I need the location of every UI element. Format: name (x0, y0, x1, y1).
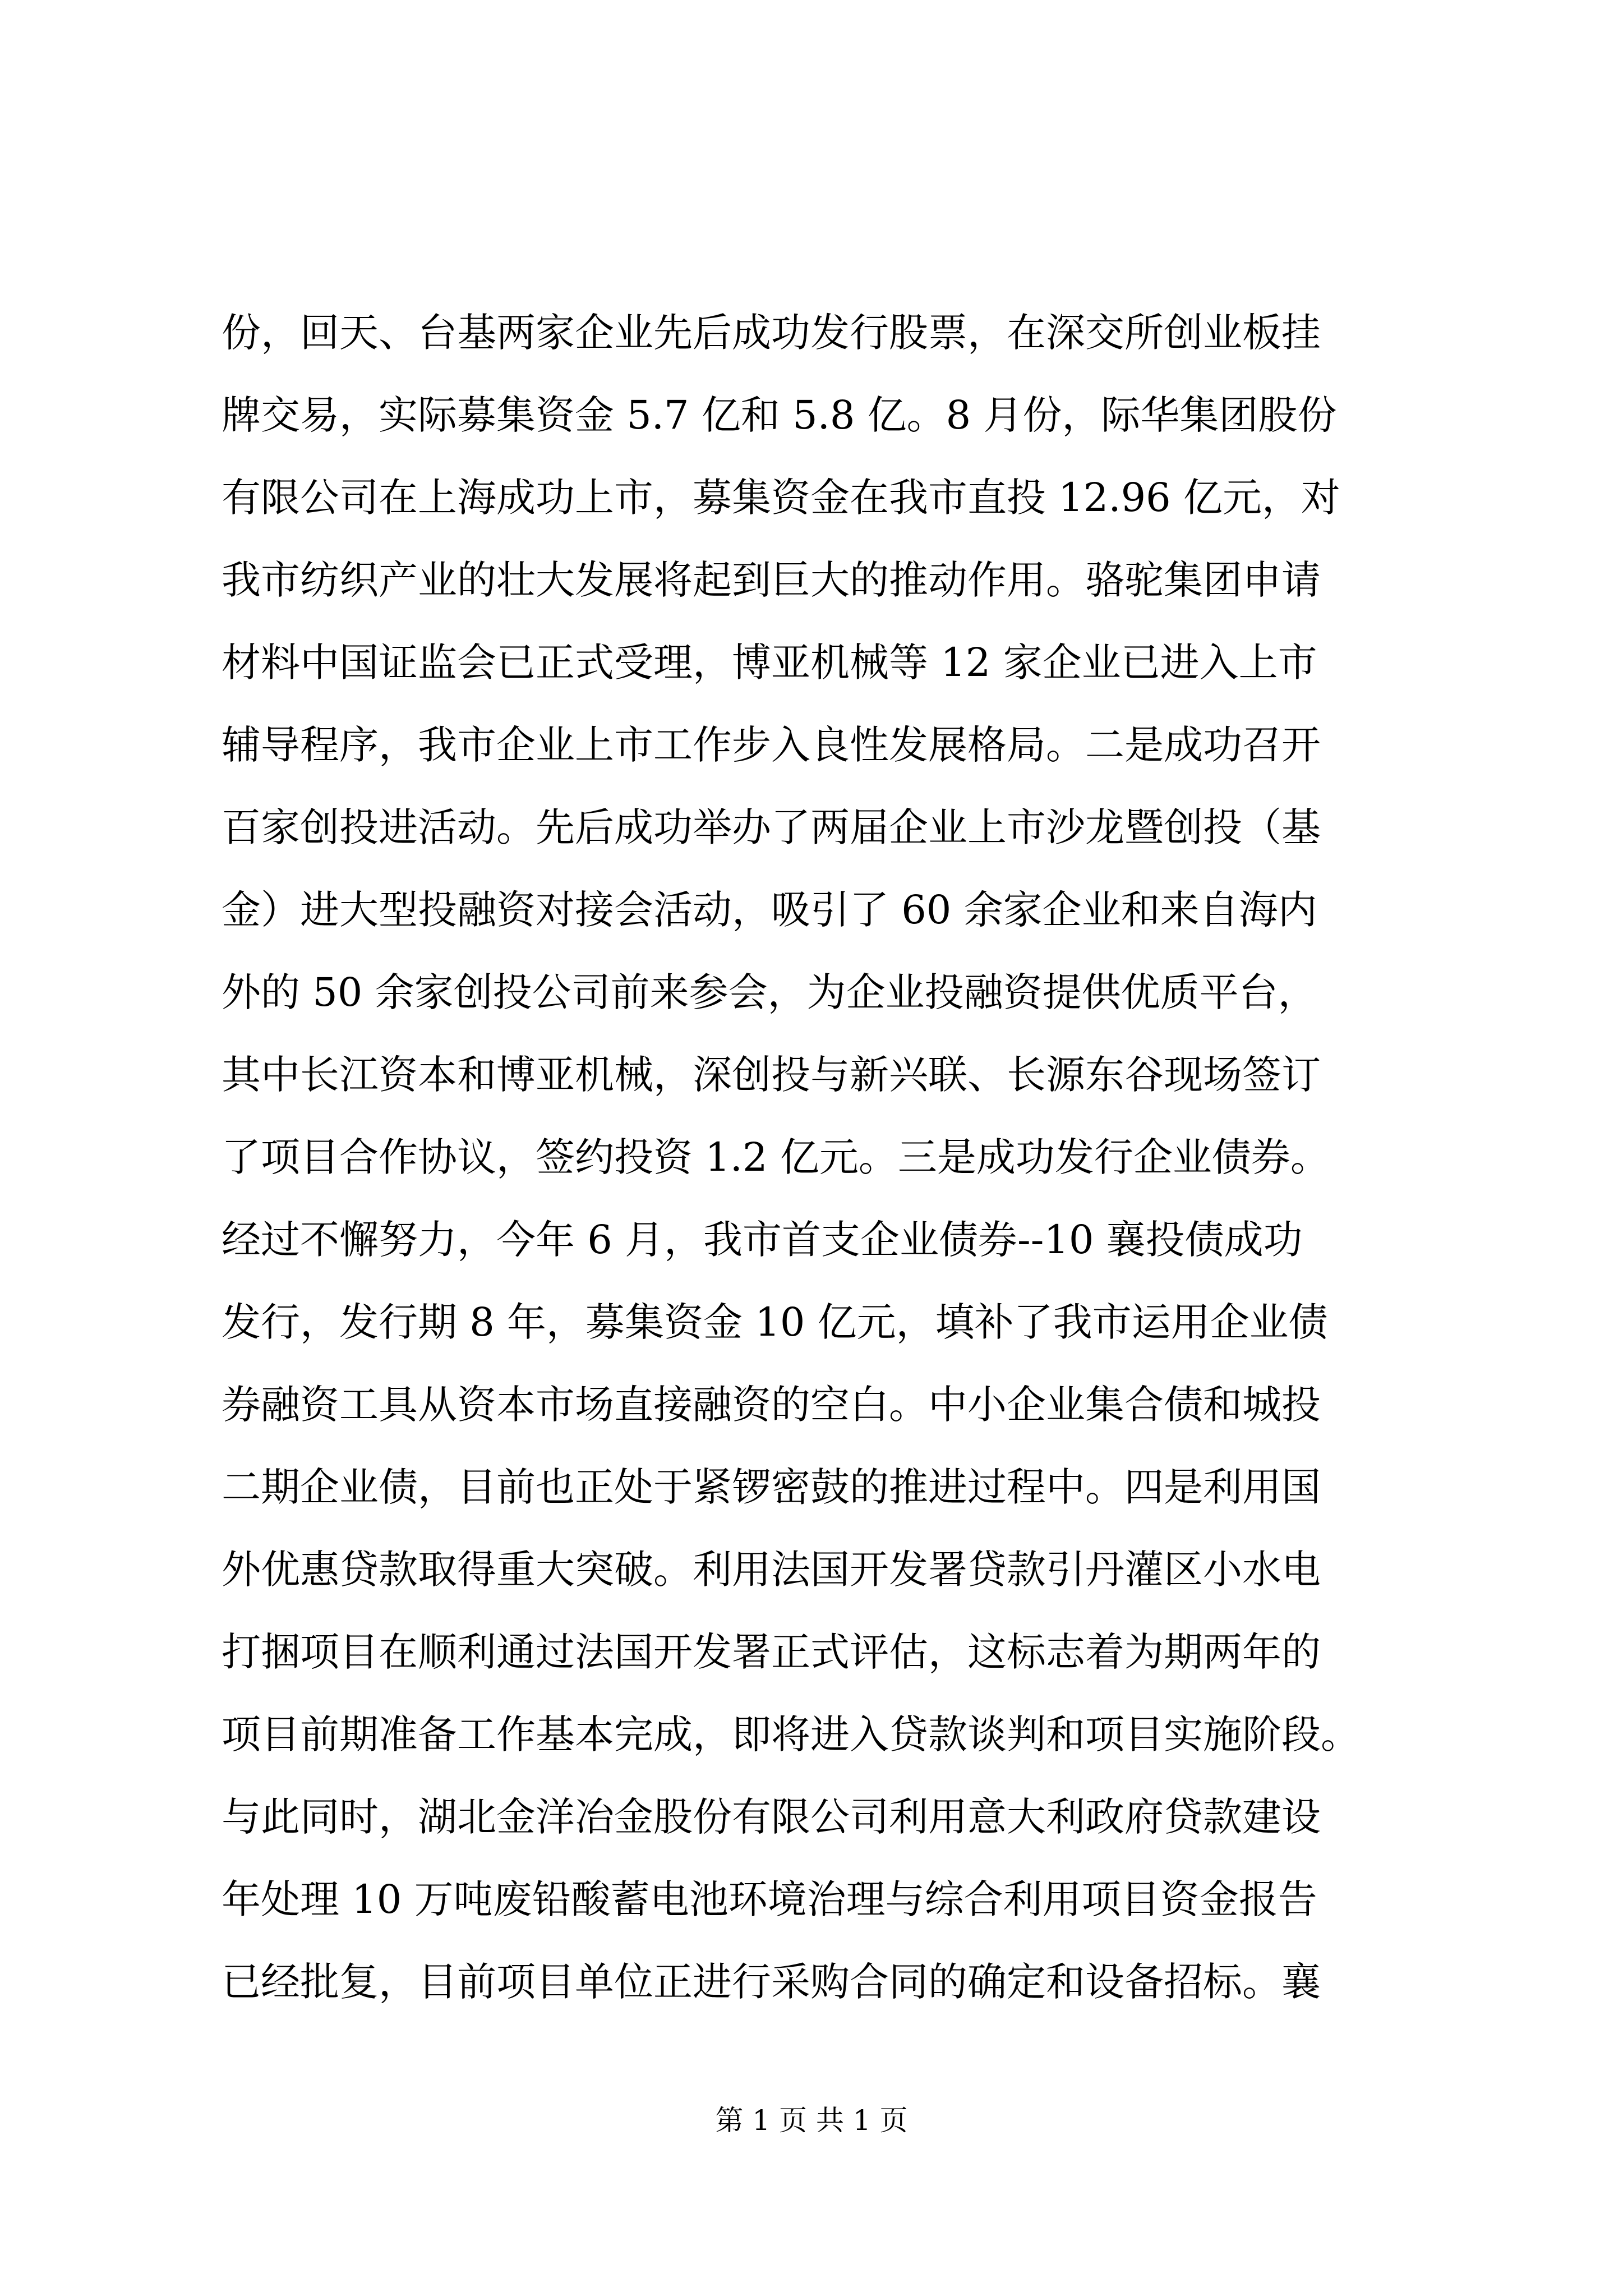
text-line: 二期企业债，目前也正处于紧锣密鼓的推进过程中。四是利用国 (222, 1464, 1321, 1510)
text-line: 其中长江资本和博亚机械，深创投与新兴联、长源东谷现场签订 (222, 1052, 1321, 1098)
text-line: 券融资工具从资本市场直接融资的空白。中小企业集合债和城投 (222, 1382, 1321, 1428)
text-line: 辅导程序，我市企业上市工作步入良性发展格局。二是成功召开 (222, 722, 1321, 768)
text-line: 金）进大型投融资对接会活动，吸引了 60 余家企业和来自海内 (222, 887, 1317, 933)
text-line: 项目前期准备工作基本完成，即将进入贷款谈判和项目实施阶段。 (222, 1711, 1360, 1757)
text-line: 百家创投进活动。先后成功举办了两届企业上市沙龙暨创投（基 (222, 804, 1321, 850)
text-line: 与此同时，湖北金洋冶金股份有限公司利用意大利政府贷款建设 (222, 1794, 1321, 1840)
text-line: 经过不懈努力，今年 6 月，我市首支企业债券--10 襄投债成功 (222, 1217, 1303, 1263)
page-number: 第 1 页 共 1 页 (715, 2104, 908, 2137)
text-line: 年处理 10 万吨废铅酸蓄电池环境治理与综合利用项目资金报告 (222, 1876, 1317, 1922)
text-line: 了项目合作协议，签约投资 1.2 亿元。三是成功发行企业债券。 (222, 1134, 1330, 1180)
text-line: 份，回天、台基两家企业先后成功发行股票，在深交所创业板挂 (222, 310, 1321, 356)
text-line: 有限公司在上海成功上市，募集资金在我市直投 12.96 亿元，对 (222, 475, 1340, 521)
page-footer (0, 2101, 1623, 2140)
text-line: 牌交易，实际募集资金 5.7 亿和 5.8 亿。8 月份，际华集团股份 (222, 392, 1337, 438)
text-line: 已经批复，目前项目单位正进行采购合同的确定和设备招标。襄 (222, 1959, 1321, 2005)
body-text (222, 292, 1427, 2023)
text-line: 打捆项目在顺利通过法国开发署正式评估，这标志着为期两年的 (222, 1629, 1321, 1675)
text-line: 材料中国证监会已正式受理，博亚机械等 12 家企业已进入上市 (222, 639, 1317, 685)
text-line: 外的 50 余家创投公司前来参会，为企业投融资提供优质平台， (222, 969, 1317, 1015)
text-line: 发行，发行期 8 年，募集资金 10 亿元，填补了我市运用企业债 (222, 1299, 1328, 1345)
text-line: 外优惠贷款取得重大突破。利用法国开发署贷款引丹灌区小水电 (222, 1547, 1321, 1593)
text-line: 我市纺织产业的壮大发展将起到巨大的推动作用。骆驼集团申请 (222, 557, 1321, 603)
